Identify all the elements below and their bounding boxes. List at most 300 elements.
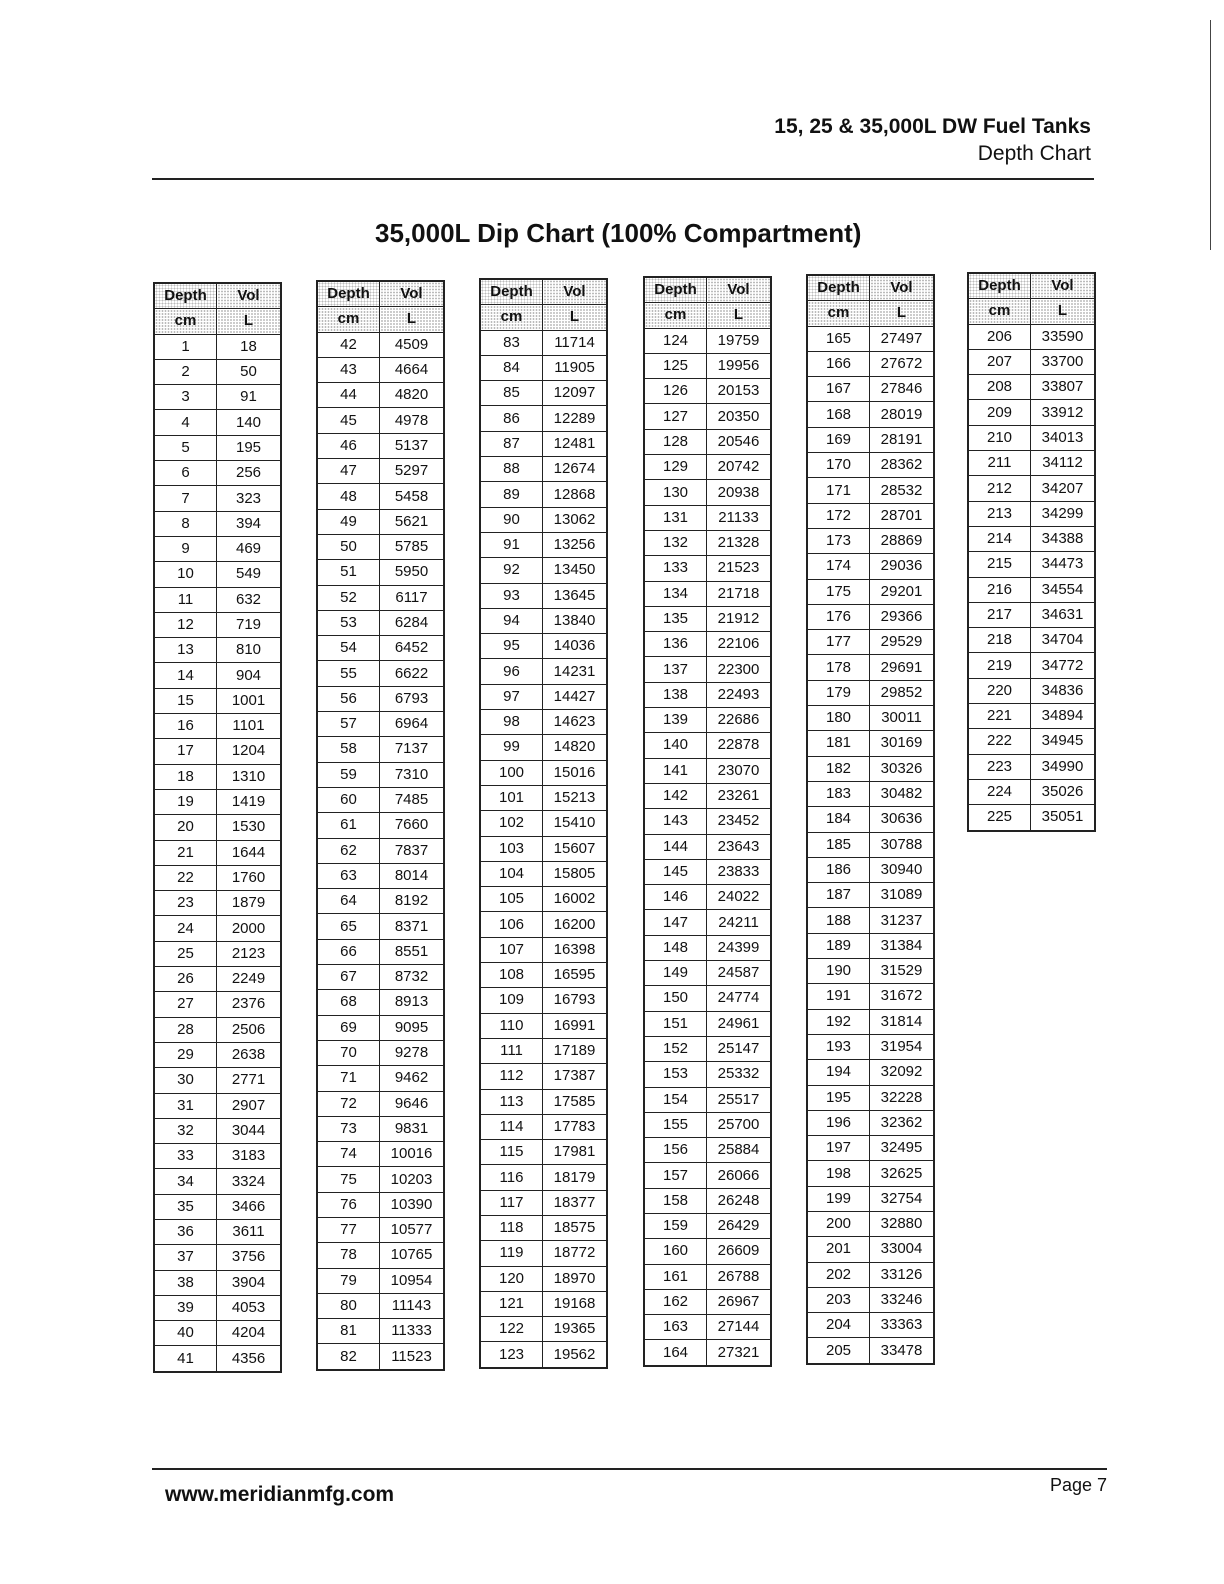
depth-cell: 77 (317, 1217, 380, 1242)
volume-cell: 25147 (707, 1036, 772, 1061)
volume-cell: 30326 (870, 756, 935, 781)
volume-cell: 12289 (543, 406, 608, 431)
table-row (968, 526, 1095, 551)
table-row (154, 840, 281, 865)
document-title: 15, 25 & 35,000L DW Fuel Tanks (774, 115, 1091, 138)
table-row (807, 883, 934, 908)
depth-cell: 110 (480, 1013, 543, 1038)
depth-cell: 130 (644, 480, 707, 505)
vol-unit-header: L (707, 303, 772, 328)
volume-cell: 904 (217, 663, 282, 688)
volume-cell: 3324 (217, 1169, 282, 1194)
depth-cell: 29 (154, 1042, 217, 1067)
volume-cell: 2907 (217, 1093, 282, 1118)
table-row (480, 684, 607, 709)
depth-cell: 41 (154, 1346, 217, 1372)
depth-cell: 72 (317, 1091, 380, 1116)
volume-cell: 34772 (1031, 653, 1096, 678)
table-row (644, 657, 771, 682)
table-row (317, 990, 444, 1015)
table-row (154, 562, 281, 587)
depth-cell: 138 (644, 682, 707, 707)
depth-cell: 3 (154, 385, 217, 410)
volume-cell: 32228 (870, 1085, 935, 1110)
depth-cell: 195 (807, 1085, 870, 1110)
volume-cell: 16002 (543, 887, 608, 912)
depth-cell: 114 (480, 1114, 543, 1139)
table-row (968, 628, 1095, 653)
volume-cell: 28532 (870, 478, 935, 503)
volume-cell: 22493 (707, 682, 772, 707)
table-row (644, 1315, 771, 1340)
volume-cell: 5950 (380, 560, 445, 585)
table-row (807, 453, 934, 478)
volume-cell: 35051 (1031, 805, 1096, 831)
dip-table-1 (153, 282, 282, 1373)
depth-cell: 205 (807, 1338, 870, 1364)
depth-cell: 103 (480, 836, 543, 861)
table-row (644, 961, 771, 986)
volume-cell: 15607 (543, 836, 608, 861)
table-row (480, 1013, 607, 1038)
table-row (807, 377, 934, 402)
table-row (968, 324, 1095, 349)
vol-header: Vol (1031, 273, 1096, 299)
depth-cell: 55 (317, 661, 380, 686)
volume-cell: 1879 (217, 891, 282, 916)
depth-cell: 28 (154, 1017, 217, 1042)
volume-cell: 91 (217, 385, 282, 410)
volume-cell: 5621 (380, 509, 445, 534)
volume-cell: 1419 (217, 789, 282, 814)
table-row (317, 332, 444, 357)
depth-cell: 62 (317, 838, 380, 863)
volume-cell: 9646 (380, 1091, 445, 1116)
volume-cell: 31237 (870, 908, 935, 933)
table-row (317, 712, 444, 737)
table-row (317, 813, 444, 838)
table-row (644, 1289, 771, 1314)
table-row (317, 1015, 444, 1040)
table-row (807, 604, 934, 629)
table-row (317, 939, 444, 964)
depth-cell: 201 (807, 1237, 870, 1262)
depth-cell: 168 (807, 402, 870, 427)
volume-cell: 16991 (543, 1013, 608, 1038)
volume-cell: 4053 (217, 1295, 282, 1320)
depth-cell: 127 (644, 404, 707, 429)
volume-cell: 12868 (543, 482, 608, 507)
depth-cell: 31 (154, 1093, 217, 1118)
table-row (480, 963, 607, 988)
volume-cell: 33126 (870, 1262, 935, 1287)
depth-cell: 63 (317, 863, 380, 888)
volume-cell: 2638 (217, 1042, 282, 1067)
volume-cell: 4664 (380, 357, 445, 382)
table-row (807, 554, 934, 579)
volume-cell: 33700 (1031, 349, 1096, 374)
depth-cell: 122 (480, 1317, 543, 1342)
depth-cell: 68 (317, 990, 380, 1015)
table-row (644, 404, 771, 429)
depth-cell: 6 (154, 461, 217, 486)
volume-cell: 469 (217, 536, 282, 561)
volume-cell: 13450 (543, 558, 608, 583)
depth-cell: 18 (154, 764, 217, 789)
depth-cell: 14 (154, 663, 217, 688)
depth-cell: 71 (317, 1066, 380, 1091)
table-row (480, 1317, 607, 1342)
depth-cell: 84 (480, 355, 543, 380)
table-row (154, 587, 281, 612)
table-row (480, 457, 607, 482)
depth-cell: 112 (480, 1064, 543, 1089)
table-row (807, 781, 934, 806)
depth-unit-header: cm (317, 307, 380, 332)
table-row (154, 486, 281, 511)
volume-cell: 11143 (380, 1293, 445, 1318)
volume-cell: 15213 (543, 785, 608, 810)
volume-cell: 31672 (870, 984, 935, 1009)
table-row (154, 1346, 281, 1372)
depth-cell: 42 (317, 332, 380, 357)
depth-cell: 82 (317, 1344, 380, 1370)
volume-cell: 5458 (380, 484, 445, 509)
depth-cell: 91 (480, 532, 543, 557)
depth-cell: 90 (480, 507, 543, 532)
table-row (968, 729, 1095, 754)
depth-cell: 199 (807, 1186, 870, 1211)
volume-cell: 19365 (543, 1317, 608, 1342)
volume-cell: 11905 (543, 355, 608, 380)
depth-cell: 133 (644, 556, 707, 581)
dip-table-3 (479, 278, 608, 1369)
depth-cell: 128 (644, 429, 707, 454)
table-row (480, 1165, 607, 1190)
table-row (317, 1217, 444, 1242)
volume-cell: 33807 (1031, 375, 1096, 400)
table-row (154, 739, 281, 764)
volume-cell: 1204 (217, 739, 282, 764)
table-row (480, 785, 607, 810)
table-row (644, 353, 771, 378)
table-row (968, 602, 1095, 627)
volume-cell: 21523 (707, 556, 772, 581)
volume-cell: 21718 (707, 581, 772, 606)
volume-cell: 20742 (707, 455, 772, 480)
volume-cell: 22878 (707, 733, 772, 758)
depth-cell: 121 (480, 1291, 543, 1316)
depth-cell: 85 (480, 381, 543, 406)
table-row (317, 459, 444, 484)
volume-cell: 2123 (217, 941, 282, 966)
depth-cell: 124 (644, 328, 707, 353)
depth-cell: 202 (807, 1262, 870, 1287)
table-row (644, 1188, 771, 1213)
volume-cell: 19168 (543, 1291, 608, 1316)
depth-cell: 145 (644, 859, 707, 884)
depth-cell: 211 (968, 451, 1031, 476)
table-row (807, 933, 934, 958)
table-row (317, 737, 444, 762)
table-row (317, 1243, 444, 1268)
header-divider (152, 178, 1094, 180)
table-row (154, 992, 281, 1017)
depth-cell: 156 (644, 1138, 707, 1163)
depth-cell: 16 (154, 714, 217, 739)
table-row (480, 1215, 607, 1240)
table-row (154, 1270, 281, 1295)
table-row (480, 1089, 607, 1114)
table-row (317, 661, 444, 686)
volume-cell: 22300 (707, 657, 772, 682)
table-row (154, 891, 281, 916)
volume-cell: 6452 (380, 636, 445, 661)
table-row (644, 328, 771, 353)
volume-cell: 2506 (217, 1017, 282, 1042)
depth-cell: 225 (968, 805, 1031, 831)
table-row (807, 1060, 934, 1085)
depth-cell: 67 (317, 965, 380, 990)
table-row (644, 1340, 771, 1366)
depth-cell: 34 (154, 1169, 217, 1194)
table-row (807, 1161, 934, 1186)
depth-cell: 218 (968, 628, 1031, 653)
depth-cell: 45 (317, 408, 380, 433)
depth-cell: 184 (807, 807, 870, 832)
table-row (644, 1011, 771, 1036)
table-row (644, 632, 771, 657)
table-row (480, 355, 607, 380)
table-row (480, 760, 607, 785)
depth-cell: 73 (317, 1116, 380, 1141)
depth-cell: 161 (644, 1264, 707, 1289)
table-row (154, 789, 281, 814)
depth-cell: 190 (807, 959, 870, 984)
depth-cell: 105 (480, 887, 543, 912)
table-row (807, 478, 934, 503)
volume-cell: 8014 (380, 863, 445, 888)
table-row (154, 1093, 281, 1118)
volume-cell: 25332 (707, 1062, 772, 1087)
table-row (807, 908, 934, 933)
depth-cell: 173 (807, 528, 870, 553)
depth-cell: 160 (644, 1239, 707, 1264)
volume-cell: 12097 (543, 381, 608, 406)
volume-cell: 31529 (870, 959, 935, 984)
depth-cell: 70 (317, 1040, 380, 1065)
table-row (154, 967, 281, 992)
table-row (968, 754, 1095, 779)
table-row (154, 1068, 281, 1093)
table-row (644, 809, 771, 834)
table-row (968, 501, 1095, 526)
volume-cell: 8913 (380, 990, 445, 1015)
depth-cell: 193 (807, 1034, 870, 1059)
volume-cell: 29529 (870, 630, 935, 655)
depth-cell: 139 (644, 708, 707, 733)
table-row (154, 536, 281, 561)
table-row (807, 503, 934, 528)
volume-cell: 3044 (217, 1118, 282, 1143)
vol-header: Vol (707, 277, 772, 303)
depth-cell: 208 (968, 375, 1031, 400)
volume-cell: 17585 (543, 1089, 608, 1114)
table-row (807, 1186, 934, 1211)
depth-cell: 99 (480, 735, 543, 760)
table-row (154, 435, 281, 460)
footer-divider (152, 1468, 1107, 1470)
table-row (480, 735, 607, 760)
vol-header: Vol (870, 275, 935, 301)
depth-cell: 116 (480, 1165, 543, 1190)
depth-cell: 93 (480, 583, 543, 608)
depth-cell: 7 (154, 486, 217, 511)
volume-cell: 31384 (870, 933, 935, 958)
depth-cell: 136 (644, 632, 707, 657)
volume-cell: 34013 (1031, 425, 1096, 450)
depth-cell: 61 (317, 813, 380, 838)
table-row (154, 1295, 281, 1320)
table-row (968, 375, 1095, 400)
depth-cell: 35 (154, 1194, 217, 1219)
volume-cell: 18179 (543, 1165, 608, 1190)
table-row (154, 1144, 281, 1169)
depth-unit-header: cm (807, 301, 870, 326)
table-row (317, 636, 444, 661)
depth-unit-header: cm (154, 309, 217, 334)
depth-cell: 191 (807, 984, 870, 1009)
depth-cell: 185 (807, 832, 870, 857)
depth-cell: 179 (807, 680, 870, 705)
depth-cell: 187 (807, 883, 870, 908)
volume-cell: 18 (217, 334, 282, 359)
volume-cell: 10390 (380, 1192, 445, 1217)
depth-cell: 102 (480, 811, 543, 836)
volume-cell: 34473 (1031, 552, 1096, 577)
depth-cell: 150 (644, 986, 707, 1011)
depth-cell: 83 (480, 330, 543, 355)
depth-cell: 32 (154, 1118, 217, 1143)
table-row (644, 733, 771, 758)
depth-cell: 176 (807, 604, 870, 629)
vol-header: Vol (543, 279, 608, 305)
volume-cell: 9278 (380, 1040, 445, 1065)
depth-cell: 17 (154, 739, 217, 764)
table-row (968, 476, 1095, 501)
depth-cell: 155 (644, 1112, 707, 1137)
table-row (154, 638, 281, 663)
volume-cell: 32625 (870, 1161, 935, 1186)
depth-cell: 58 (317, 737, 380, 762)
volume-cell: 10577 (380, 1217, 445, 1242)
volume-cell: 23261 (707, 783, 772, 808)
volume-cell: 16200 (543, 912, 608, 937)
volume-cell: 140 (217, 410, 282, 435)
table-row (154, 612, 281, 637)
depth-header: Depth (968, 273, 1031, 299)
volume-cell: 30940 (870, 857, 935, 882)
depth-cell: 222 (968, 729, 1031, 754)
depth-cell: 109 (480, 988, 543, 1013)
depth-header: Depth (807, 275, 870, 301)
depth-cell: 215 (968, 552, 1031, 577)
table-row (807, 731, 934, 756)
volume-cell: 12674 (543, 457, 608, 482)
volume-cell: 19562 (543, 1342, 608, 1368)
depth-cell: 182 (807, 756, 870, 781)
depth-cell: 135 (644, 606, 707, 631)
volume-cell: 24961 (707, 1011, 772, 1036)
depth-cell: 11 (154, 587, 217, 612)
volume-cell: 1101 (217, 714, 282, 739)
depth-cell: 78 (317, 1243, 380, 1268)
depth-cell: 163 (644, 1315, 707, 1340)
depth-cell: 213 (968, 501, 1031, 526)
volume-cell: 20350 (707, 404, 772, 429)
table-row (644, 1087, 771, 1112)
depth-cell: 40 (154, 1321, 217, 1346)
volume-cell: 5137 (380, 433, 445, 458)
volume-cell: 8551 (380, 939, 445, 964)
volume-cell: 2376 (217, 992, 282, 1017)
depth-cell: 107 (480, 937, 543, 962)
volume-cell: 6117 (380, 585, 445, 610)
depth-cell: 131 (644, 505, 707, 530)
depth-cell: 2 (154, 359, 217, 384)
table-row (968, 653, 1095, 678)
volume-cell: 7485 (380, 787, 445, 812)
table-row (317, 1040, 444, 1065)
volume-cell: 27846 (870, 377, 935, 402)
table-row (154, 385, 281, 410)
volume-cell: 1644 (217, 840, 282, 865)
volume-cell: 3611 (217, 1219, 282, 1244)
depth-cell: 37 (154, 1245, 217, 1270)
depth-cell: 56 (317, 686, 380, 711)
table-row (480, 988, 607, 1013)
depth-cell: 177 (807, 630, 870, 655)
table-row (807, 706, 934, 731)
table-row (317, 1142, 444, 1167)
depth-cell: 10 (154, 562, 217, 587)
table-row (154, 1042, 281, 1067)
volume-cell: 31814 (870, 1009, 935, 1034)
volume-cell: 9095 (380, 1015, 445, 1040)
depth-unit-header: cm (480, 305, 543, 330)
dip-table-5 (806, 274, 935, 1365)
depth-cell: 92 (480, 558, 543, 583)
volume-cell: 29691 (870, 655, 935, 680)
table-row (968, 552, 1095, 577)
table-row (317, 1344, 444, 1370)
depth-cell: 46 (317, 433, 380, 458)
volume-cell: 12481 (543, 431, 608, 456)
table-row (807, 1338, 934, 1364)
depth-cell: 1 (154, 334, 217, 359)
table-row (154, 865, 281, 890)
depth-cell: 20 (154, 815, 217, 840)
depth-cell: 64 (317, 889, 380, 914)
volume-cell: 256 (217, 461, 282, 486)
volume-cell: 22686 (707, 708, 772, 733)
depth-cell: 80 (317, 1293, 380, 1318)
volume-cell: 632 (217, 587, 282, 612)
volume-cell: 17387 (543, 1064, 608, 1089)
volume-cell: 7837 (380, 838, 445, 863)
table-row (480, 634, 607, 659)
volume-cell: 23070 (707, 758, 772, 783)
